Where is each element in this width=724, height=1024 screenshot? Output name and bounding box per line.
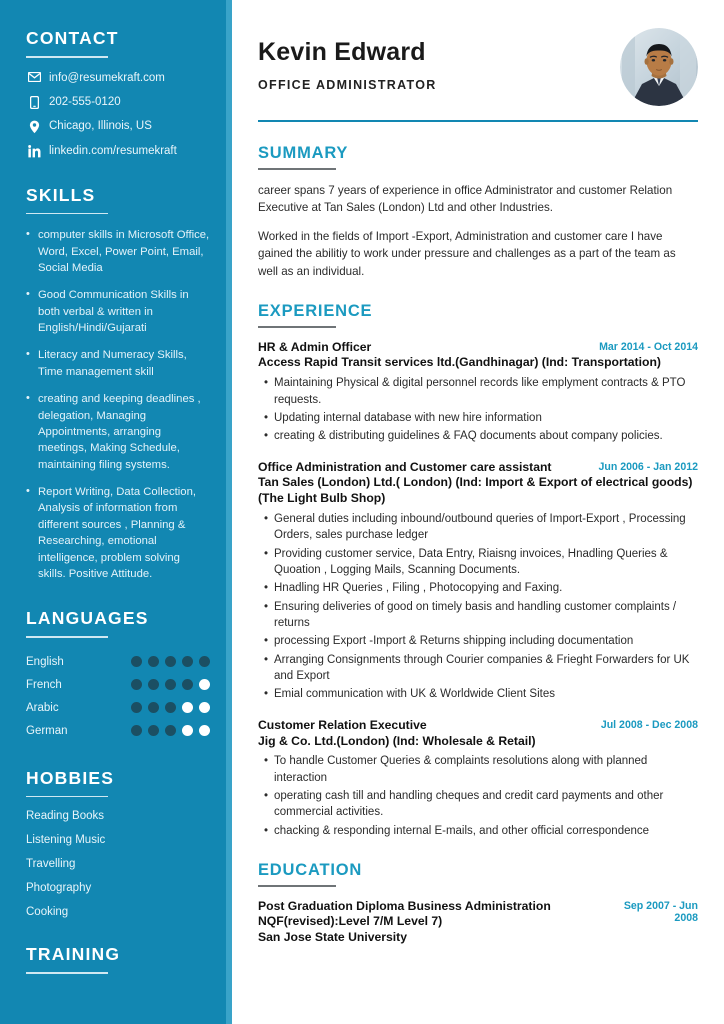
skill-item [26,227,210,276]
job-bullet-list [258,753,698,839]
contact-email-text: info@resumekraft.com [49,71,165,84]
job-bullet [258,788,698,821]
language-row [26,674,210,696]
main-content [232,0,724,1024]
summary-heading: SUMMARY [258,144,349,162]
job-company: Tan Sales (London) Ltd.( London) (Ind: Import & Export of electrical goods) (The Light Bulb Shop) [258,475,693,506]
rating-dot-filled [199,656,210,667]
job-bullet-text: Hnadling HR Queries , Filing , Photocopying and Faxing. [274,582,563,595]
location-pin-icon [26,119,42,134]
resume-header [258,26,698,106]
bullet-icon: • [264,547,269,560]
hobbies-divider [26,796,108,798]
bullet-icon: • [264,411,269,424]
job-title: HR & Admin Officer [258,339,372,354]
languages-section [26,608,210,742]
job-bullet [258,652,698,685]
rating-dot-empty [199,725,210,736]
header-divider [258,120,698,122]
job-company: Jig & Co. Ltd.(London) (Ind: Wholesale & Retail) [258,733,536,748]
job-bullet [258,580,698,596]
hobbies-section [26,768,210,919]
language-rating [131,702,210,713]
language-name: French [26,678,62,691]
experience-divider [258,326,336,328]
summary-paragraph: career spans 7 years of experience in office Administrator and customer Relation Executive at Tan Sales (London) Ltd and other Industries. [258,183,673,214]
candidate-role: OFFICE ADMINISTRATOR [258,78,437,92]
bullet-icon: • [26,348,30,361]
training-section [26,944,210,974]
hobby-item: Reading Books [26,810,104,823]
skills-divider [26,213,108,215]
rating-dot-filled [131,656,142,667]
envelope-icon [26,71,42,82]
job-bullet-text: Ensuring deliveries of good on timely basis and handling customer complaints / returns [274,600,677,630]
bullet-icon: • [264,688,269,701]
rating-dot-filled [148,679,159,690]
language-row [26,697,210,719]
bullet-icon: • [264,653,269,666]
experience-heading: EXPERIENCE [258,302,373,321]
experience-entry-header [258,340,698,356]
summary-section [258,144,698,280]
job-bullet-text: creating & distributing guidelines & FAQ documents about company policies. [274,430,663,443]
job-bullet [258,410,698,426]
bullet-icon: • [264,824,269,837]
training-heading: TRAINING [26,944,121,965]
language-name: Arabic [26,701,59,714]
job-bullet [258,753,698,786]
rating-dot-empty [199,679,210,690]
rating-dot-empty [182,702,193,713]
job-date: Mar 2014 - Oct 2014 [599,340,698,353]
candidate-name: Kevin Edward [258,38,426,66]
bullet-icon: • [264,582,269,595]
experience-entry [258,460,698,703]
contact-section [26,28,210,159]
contact-linkedin-text: linkedin.com/resumekraft [49,145,177,158]
experience-entry-header [258,718,698,734]
avatar [620,28,698,106]
rating-dot-empty [199,702,210,713]
education-entry [258,899,698,947]
hobby-item: Travelling [26,858,76,871]
job-bullet-text: processing Export -Import & Returns shipping including documentation [274,635,634,648]
language-rating [131,725,210,736]
rating-dot-filled [148,702,159,713]
bullet-icon: • [264,635,269,648]
rating-dot-filled [165,702,176,713]
contact-item-linkedin[interactable] [26,144,210,158]
training-divider [26,972,108,974]
bullet-icon: • [264,513,269,526]
education-section [258,861,698,946]
language-rating [131,656,210,667]
job-bullet-text: Maintaining Physical & digital personnel records like emplyment contracts & PTO requests. [274,377,686,406]
contact-divider [26,56,108,58]
contact-item-location[interactable] [26,119,210,134]
job-bullet-text: Updating internal database with new hire information [274,411,542,424]
bullet-icon: • [264,790,269,803]
job-bullet-text: General duties including inbound/outbound queries of Import-Export , Processing Orders, sales purchase ledger [274,513,686,542]
summary-paragraph: Worked in the fields of Import -Export, Administration and customer care I have gained the abilitiy to work under pressure and challenges as a part of the team as well as an individual. [258,229,676,278]
contact-phone-text: 202-555-0120 [49,95,121,108]
education-divider [258,885,336,887]
job-bullet-text: To handle Customer Queries & complaints resolutions along with planned interaction [274,755,648,784]
job-bullet-text: Providing customer service, Data Entry, Riaisng invoices, Hnadling Queries & Quoation , Logging Mails, Scanning Documents. [274,547,668,577]
experience-section [258,302,698,839]
rating-dot-filled [165,679,176,690]
education-degree: Post Graduation Diploma Business Administration NQF(revised):Level 7/M Level 7) [258,898,551,929]
bullet-icon: • [26,392,30,405]
rating-dot-filled [182,656,193,667]
sidebar [0,0,232,1024]
language-name: English [26,655,64,668]
job-bullet [258,686,698,702]
rating-dot-filled [131,725,142,736]
language-name: German [26,724,68,737]
hobby-item: Listening Music [26,834,106,847]
skill-text: creating and keeping deadlines , delegation, Managing Appointments, arranging meetings, Making Schedule, maintaining filing systems. [38,393,201,471]
contact-heading: CONTACT [26,28,119,48]
rating-dot-empty [182,725,193,736]
languages-heading: LANGUAGES [26,608,149,629]
skill-item [26,347,210,380]
language-row [26,651,210,673]
skills-section [26,185,210,583]
education-school: San Jose State University [258,930,408,945]
bullet-icon: • [264,600,269,613]
job-title: Customer Relation Executive [258,717,427,732]
rating-dot-filled [131,679,142,690]
rating-dot-filled [131,702,142,713]
phone-icon [26,95,42,109]
education-date: Sep 2007 - Jun 2008 [623,899,698,924]
education-entry-header [258,899,698,931]
hobby-item: Cooking [26,906,69,919]
job-bullet-list [258,375,698,444]
skill-item [26,484,210,582]
skill-item [26,287,210,336]
summary-divider [258,168,336,170]
job-bullet-text: Arranging Consignments through Courier companies & Frieght Forwarders for UK and Export [274,653,690,683]
job-bullet-text: chacking & responding internal E-mails, and other official correspondence [274,824,650,837]
job-bullet-text: operating cash till and handling cheques and credit card payments and other commercial activities. [274,790,664,819]
skill-text: Good Communication Skills in both verbal & written in English/Hindi/Gujarati [38,289,189,334]
experience-entry [258,718,698,839]
linkedin-icon [26,144,42,158]
job-bullet-list [258,511,698,703]
skills-heading: SKILLS [26,184,96,205]
contact-location-text: Chicago, Illinois, US [49,120,152,133]
hobby-item: Photography [26,882,92,895]
skill-text: Report Writing, Data Collection, Analysis of information from different sources , Planning & Researching, emotional intelligence, problem solving skills. Positive Attitude. [38,486,197,580]
job-bullet-text: Emial communication with UK & Worldwide Client Sites [274,688,555,701]
rating-dot-filled [148,656,159,667]
job-bullet [258,546,698,579]
job-date: Jul 2008 - Dec 2008 [600,718,698,731]
header-text-group [258,26,437,92]
job-company: Access Rapid Transit services ltd.(Gandhinagar) (Ind: Transportation) [258,355,661,370]
bullet-icon: • [264,377,269,390]
education-heading: EDUCATION [258,861,363,880]
rating-dot-filled [165,725,176,736]
job-date: Jun 2006 - Jan 2012 [598,460,698,473]
job-bullet [258,375,698,408]
job-bullet [258,823,698,839]
experience-entry-header [258,460,698,476]
job-bullet [258,633,698,649]
skill-text: Literacy and Numeracy Skills, Time management skill [38,349,187,378]
language-row [26,720,210,742]
skill-text: computer skills in Microsoft Office, Word, Excel, Power Point, Email, Social Media [38,229,210,274]
bullet-icon: • [264,755,269,768]
bullet-icon: • [264,430,269,443]
rating-dot-filled [165,656,176,667]
rating-dot-filled [182,679,193,690]
hobbies-heading: HOBBIES [26,767,115,788]
bullet-icon: • [26,288,30,301]
experience-entry [258,340,698,445]
contact-item-email[interactable] [26,71,210,85]
rating-dot-filled [148,725,159,736]
job-bullet [258,599,698,632]
languages-divider [26,636,108,638]
language-rating [131,679,210,690]
job-bullet [258,511,698,544]
job-title: Office Administration and Customer care assistant [258,459,552,474]
bullet-icon: • [26,228,30,241]
skill-item [26,391,210,473]
bullet-icon: • [26,485,30,497]
job-bullet [258,428,698,444]
contact-item-phone[interactable] [26,95,210,109]
